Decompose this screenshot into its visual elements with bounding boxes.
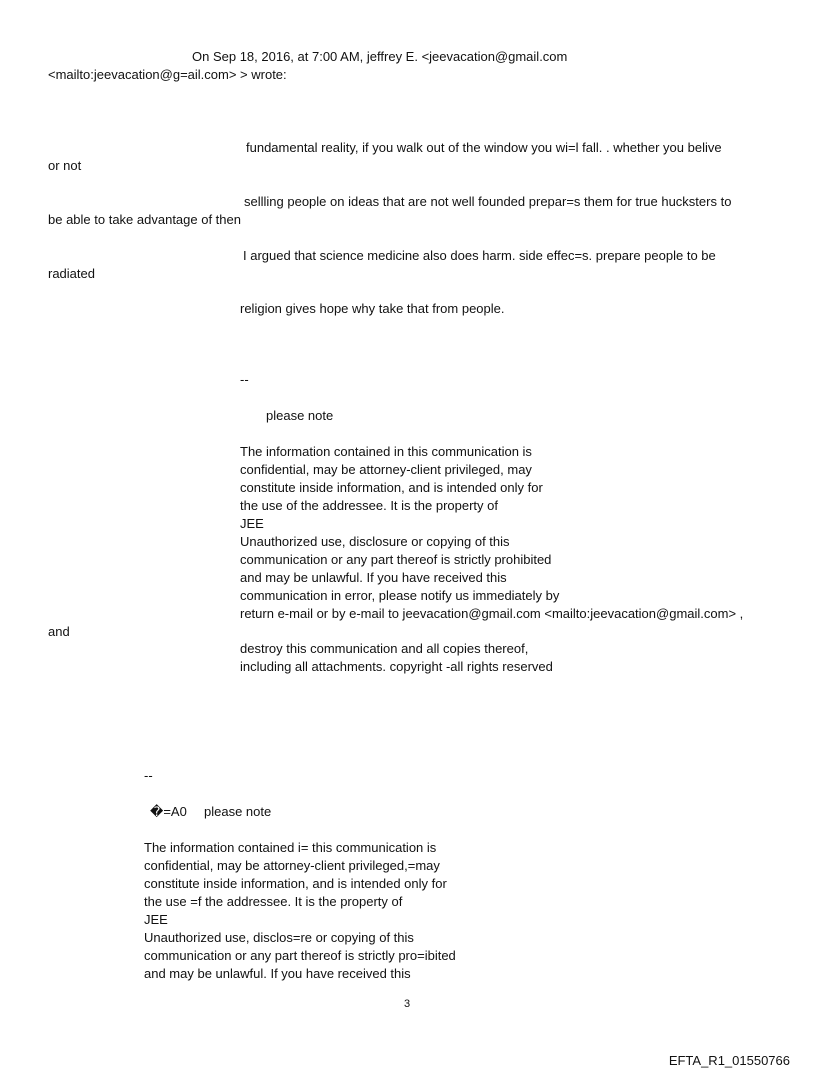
disclaimer-line: communication or any part thereof is strictly prohibited xyxy=(240,552,552,567)
signature-separator: -- xyxy=(144,768,153,783)
disclaimer-line: communication in error, please notify us immediately by xyxy=(240,588,560,603)
document-id: EFTA_R1_01550766 xyxy=(668,1053,790,1068)
disclaimer-line: destroy this communication and all copies thereof, xyxy=(240,641,529,656)
disclaimer-text xyxy=(144,839,456,983)
disclaimer-line: communication or any part thereof is strictly pro=ibited xyxy=(144,948,456,963)
page-number: 3 xyxy=(404,998,411,1010)
signature-note: please note xyxy=(204,804,272,819)
signature-note-prefix: �=A0 xyxy=(150,804,187,819)
paragraph-4: religion gives hope why take that from people. xyxy=(240,301,505,316)
signature-separator: -- xyxy=(240,372,249,387)
disclaimer-line: return e-mail or by e-mail to jeevacation@gmail.com <mailto:jeevacation@gmail.com> , xyxy=(240,606,744,621)
disclaimer-line: constitute inside information, and is intended only for xyxy=(240,480,543,495)
disclaimer-line: The information contained i= this communication is xyxy=(144,840,437,855)
paragraph-3-wrap: radiated xyxy=(48,266,95,281)
disclaimer-wrap: and xyxy=(48,624,70,639)
disclaimer-line: the use of the addressee. It is the property of xyxy=(240,498,498,513)
header-line-2: <mailto:jeevacation@g=ail.com> > wrote: xyxy=(48,67,287,82)
disclaimer-line: JEE xyxy=(240,516,264,531)
disclaimer-line: Unauthorized use, disclosure or copying of this xyxy=(240,534,510,549)
paragraph-2: sellling people on ideas that are not well founded prepar=s them for true hucksters to xyxy=(244,194,732,209)
disclaimer-line: confidential, may be attorney-client privileged, may xyxy=(240,462,532,477)
disclaimer-line: including all attachments. copyright -all rights reserved xyxy=(240,659,553,674)
header-line-1: On Sep 18, 2016, at 7:00 AM, jeffrey E. <jeevacation@gmail.com xyxy=(192,49,568,64)
paragraph-3: I argued that science medicine also does harm. side effec=s. prepare people to be xyxy=(243,248,716,263)
disclaimer-line: and may be unlawful. If you have received this xyxy=(144,966,411,981)
disclaimer-text xyxy=(240,443,743,623)
disclaimer-line: JEE xyxy=(144,912,168,927)
disclaimer-line: the use =f the addressee. It is the property of xyxy=(144,894,403,909)
disclaimer-line: constitute inside information, and is intended only for xyxy=(144,876,447,891)
disclaimer-text-end xyxy=(240,640,553,676)
disclaimer-line: Unauthorized use, disclos=re or copying of this xyxy=(144,930,414,945)
disclaimer-line: The information contained in this communication is xyxy=(240,444,532,459)
paragraph-1-wrap: or not xyxy=(48,158,82,173)
disclaimer-line: confidential, may be attorney-client privileged,=may xyxy=(144,858,440,873)
paragraph-1: fundamental reality, if you walk out of the window you wi=l fall. . whether you belive xyxy=(246,140,722,155)
disclaimer-line: and may be unlawful. If you have received this xyxy=(240,570,507,585)
paragraph-2-wrap: be able to take advantage of then xyxy=(48,212,241,227)
signature-note: please note xyxy=(266,408,334,423)
